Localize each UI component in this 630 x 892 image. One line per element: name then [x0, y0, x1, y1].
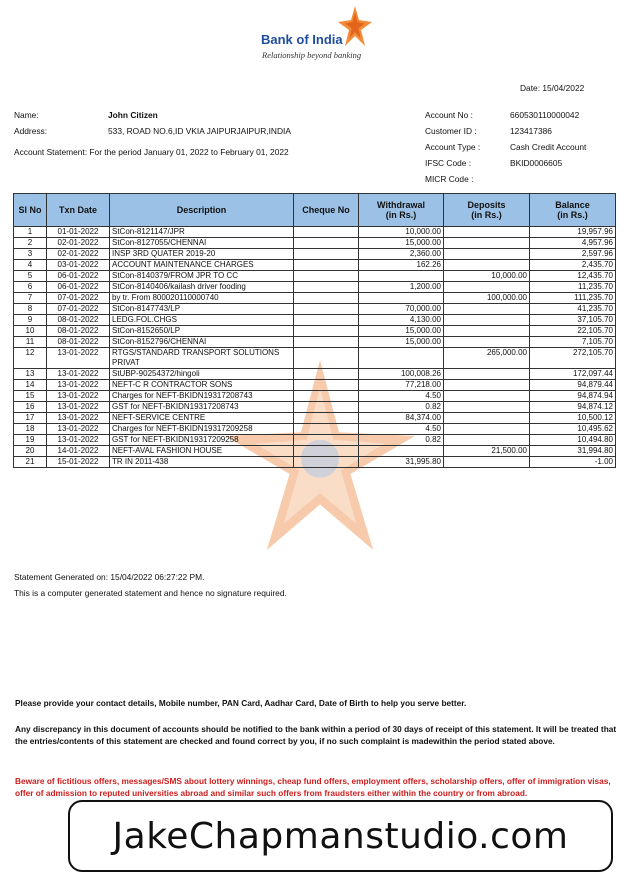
- computer-generated-note: This is a computer generated statement and hence no signature required.: [14, 588, 287, 598]
- cell-balance: 94,874.12: [530, 402, 616, 413]
- cell-cheque-no: [294, 227, 359, 238]
- cell-sl-no: 12: [14, 348, 47, 369]
- cell-sl-no: 18: [14, 424, 47, 435]
- cell-sl-no: 7: [14, 293, 47, 304]
- cell-txn-date: 13-01-2022: [47, 424, 110, 435]
- cell-deposits: [444, 369, 530, 380]
- cell-txn-date: 06-01-2022: [47, 282, 110, 293]
- cell-deposits: [444, 238, 530, 249]
- statement-date: Date: 15/04/2022: [520, 83, 585, 93]
- cell-description: StCon-8140406/kailash driver fooding: [110, 282, 294, 293]
- cell-sl-no: 17: [14, 413, 47, 424]
- table-row: [14, 348, 616, 369]
- table-row: [14, 293, 616, 304]
- account-type-label: Account Type :: [425, 142, 481, 152]
- transactions-table: [13, 193, 616, 468]
- cell-withdrawal: 70,000.00: [359, 304, 444, 315]
- cell-description: GST for NEFT-BKIDN19317209258: [110, 435, 294, 446]
- cell-description: LEDG.FOL.CHGS: [110, 315, 294, 326]
- cell-txn-date: 07-01-2022: [47, 304, 110, 315]
- cell-txn-date: 08-01-2022: [47, 337, 110, 348]
- cell-withdrawal: 31,995.80: [359, 457, 444, 468]
- cell-balance: 7,105.70: [530, 337, 616, 348]
- cell-cheque-no: [294, 293, 359, 304]
- cell-deposits: [444, 282, 530, 293]
- bank-tagline: Relationship beyond banking: [262, 50, 362, 60]
- cell-withdrawal: [359, 446, 444, 457]
- cell-txn-date: 13-01-2022: [47, 369, 110, 380]
- table-row: [14, 315, 616, 326]
- cell-txn-date: 13-01-2022: [47, 402, 110, 413]
- cell-deposits: [444, 435, 530, 446]
- cell-cheque-no: [294, 369, 359, 380]
- cell-txn-date: 07-01-2022: [47, 293, 110, 304]
- table-row: [14, 424, 616, 435]
- cell-withdrawal: 0.82: [359, 402, 444, 413]
- bank-name: Bank of India: [261, 32, 343, 47]
- cell-cheque-no: [294, 260, 359, 271]
- cell-sl-no: 5: [14, 271, 47, 282]
- micr-label: MICR Code :: [425, 174, 474, 184]
- cell-txn-date: 13-01-2022: [47, 348, 110, 369]
- header-sl-no: Sl No: [14, 194, 47, 227]
- cell-balance: 111,235.70: [530, 293, 616, 304]
- cell-cheque-no: [294, 315, 359, 326]
- cell-deposits: [444, 249, 530, 260]
- table-row: [14, 446, 616, 457]
- cell-withdrawal: 4.50: [359, 424, 444, 435]
- cell-description: INSP 3RD QUATER 2019-20: [110, 249, 294, 260]
- customer-address: 533, ROAD NO.6,ID VKIA JAIPURJAIPUR,INDIA: [108, 126, 291, 136]
- cell-txn-date: 13-01-2022: [47, 435, 110, 446]
- cell-description: RTGS/STANDARD TRANSPORT SOLUTIONS PRIVAT: [110, 348, 294, 369]
- table-row: [14, 249, 616, 260]
- cell-sl-no: 2: [14, 238, 47, 249]
- cell-cheque-no: [294, 337, 359, 348]
- cell-balance: 2,597.96: [530, 249, 616, 260]
- cell-deposits: [444, 391, 530, 402]
- cell-withdrawal: 1,200.00: [359, 282, 444, 293]
- bank-logo: [258, 6, 383, 66]
- table-row: [14, 271, 616, 282]
- table-row: [14, 304, 616, 315]
- cell-sl-no: 16: [14, 402, 47, 413]
- cell-txn-date: 15-01-2022: [47, 457, 110, 468]
- header-cheque-no: Cheque No: [294, 194, 359, 227]
- cell-description: StCon-8152796/CHENNAI: [110, 337, 294, 348]
- customer-id-label: Customer ID :: [425, 126, 477, 136]
- customer-id: 123417386: [510, 126, 552, 136]
- table-row: [14, 413, 616, 424]
- cell-cheque-no: [294, 282, 359, 293]
- cell-deposits: [444, 315, 530, 326]
- cell-deposits: 10,000.00: [444, 271, 530, 282]
- cell-sl-no: 19: [14, 435, 47, 446]
- star-logo-icon: [338, 6, 372, 46]
- cell-balance: 41,235.70: [530, 304, 616, 315]
- cell-txn-date: 01-01-2022: [47, 227, 110, 238]
- cell-withdrawal: 15,000.00: [359, 337, 444, 348]
- cell-txn-date: 03-01-2022: [47, 260, 110, 271]
- table-row: [14, 435, 616, 446]
- header-withdrawal: Withdrawal (in Rs.): [359, 194, 444, 227]
- cell-balance: 19,957.96: [530, 227, 616, 238]
- cell-description: Charges for NEFT-BKIDN19317209258: [110, 424, 294, 435]
- cell-withdrawal: 2,360.00: [359, 249, 444, 260]
- table-body: [14, 227, 616, 468]
- cell-balance: 172,097.44: [530, 369, 616, 380]
- cell-withdrawal: 100,008.26: [359, 369, 444, 380]
- cell-txn-date: 13-01-2022: [47, 391, 110, 402]
- cell-sl-no: 3: [14, 249, 47, 260]
- cell-sl-no: 13: [14, 369, 47, 380]
- header-deposits: Deposits (in Rs.): [444, 194, 530, 227]
- cell-withdrawal: 15,000.00: [359, 238, 444, 249]
- cell-balance: 10,500.12: [530, 413, 616, 424]
- cell-deposits: [444, 402, 530, 413]
- cell-withdrawal: 0.82: [359, 435, 444, 446]
- cell-deposits: [444, 337, 530, 348]
- cell-deposits: [444, 260, 530, 271]
- cell-balance: 2,435.70: [530, 260, 616, 271]
- cell-balance: 272,105.70: [530, 348, 616, 369]
- cell-withdrawal: 77,218.00: [359, 380, 444, 391]
- cell-txn-date: 02-01-2022: [47, 249, 110, 260]
- cell-cheque-no: [294, 348, 359, 369]
- cell-balance: 31,994.80: [530, 446, 616, 457]
- cell-withdrawal: [359, 348, 444, 369]
- cell-sl-no: 9: [14, 315, 47, 326]
- cell-balance: 10,495.62: [530, 424, 616, 435]
- generated-on: Statement Generated on: 15/04/2022 06:27:22 PM.: [14, 572, 205, 582]
- table-row: [14, 337, 616, 348]
- cell-withdrawal: 84,374.00: [359, 413, 444, 424]
- cell-sl-no: 11: [14, 337, 47, 348]
- cell-description: Charges for NEFT-BKIDN19317208743: [110, 391, 294, 402]
- contact-note: Please provide your contact details, Mobile number, PAN Card, Aadhar Card, Date of Birth to help you serve better.: [15, 698, 467, 708]
- cell-balance: 22,105.70: [530, 326, 616, 337]
- cell-balance: 37,105.70: [530, 315, 616, 326]
- cell-deposits: 21,500.00: [444, 446, 530, 457]
- ifsc-code: BKID0006605: [510, 158, 563, 168]
- account-number: 660530110000042: [510, 110, 580, 120]
- table-row: [14, 369, 616, 380]
- table-row: [14, 402, 616, 413]
- cell-balance: 94,879.44: [530, 380, 616, 391]
- cell-cheque-no: [294, 457, 359, 468]
- table-row: [14, 457, 616, 468]
- cell-sl-no: 4: [14, 260, 47, 271]
- cell-deposits: [444, 424, 530, 435]
- watermark-banner: JakeChapmanstudio.com: [68, 800, 613, 872]
- cell-sl-no: 1: [14, 227, 47, 238]
- cell-description: StCon-8127055/CHENNAI: [110, 238, 294, 249]
- cell-description: StCon-8140379/FROM JPR TO CC: [110, 271, 294, 282]
- table-row: [14, 227, 616, 238]
- cell-deposits: 265,000.00: [444, 348, 530, 369]
- cell-txn-date: 08-01-2022: [47, 326, 110, 337]
- header-balance: Balance (in Rs.): [530, 194, 616, 227]
- cell-cheque-no: [294, 304, 359, 315]
- table-row: [14, 326, 616, 337]
- cell-cheque-no: [294, 326, 359, 337]
- header-description: Description: [110, 194, 294, 227]
- cell-description: NEFT-AVAL FASHION HOUSE: [110, 446, 294, 457]
- cell-cheque-no: [294, 402, 359, 413]
- cell-description: by tr. From 800020110000740: [110, 293, 294, 304]
- discrepancy-note: Any discrepancy in this document of accounts should be notified to the bank within a period of 30 days of receipt of this statement. It will be treated that the entries/contents of this statement are checked and found correct by you, if no such complaint is madewithin the period stated above.: [15, 724, 617, 746]
- cell-txn-date: 13-01-2022: [47, 413, 110, 424]
- cell-deposits: 100,000.00: [444, 293, 530, 304]
- cell-cheque-no: [294, 413, 359, 424]
- cell-deposits: [444, 227, 530, 238]
- cell-cheque-no: [294, 380, 359, 391]
- cell-description: NEFT-C R CONTRACTOR SONS: [110, 380, 294, 391]
- table-row: [14, 260, 616, 271]
- cell-sl-no: 6: [14, 282, 47, 293]
- cell-cheque-no: [294, 424, 359, 435]
- table-row: [14, 282, 616, 293]
- cell-txn-date: 13-01-2022: [47, 380, 110, 391]
- statement-period: Account Statement: For the period January 01, 2022 to February 01, 2022: [14, 147, 289, 157]
- cell-cheque-no: [294, 391, 359, 402]
- cell-description: StUBP-90254372/hingoli: [110, 369, 294, 380]
- address-label: Address:: [14, 126, 48, 136]
- cell-deposits: [444, 326, 530, 337]
- cell-balance: 94,874.94: [530, 391, 616, 402]
- cell-description: StCon-8147743/LP: [110, 304, 294, 315]
- cell-withdrawal: 10,000.00: [359, 227, 444, 238]
- cell-cheque-no: [294, 446, 359, 457]
- cell-withdrawal: 4.50: [359, 391, 444, 402]
- cell-deposits: [444, 413, 530, 424]
- table-row: [14, 391, 616, 402]
- header-txn-date: Txn Date: [47, 194, 110, 227]
- fraud-warning: Beware of fictitious offers, messages/SMS about lottery winnings, cheap fund offers, employment offers, scholarship offers, offer of immigration visas, offer of admission to reputed universities abroad and similar such offers from fraudsters either within the country or from abroad.: [15, 776, 611, 798]
- cell-cheque-no: [294, 249, 359, 260]
- cell-balance: 11,235.70: [530, 282, 616, 293]
- cell-description: StCon-8152650/LP: [110, 326, 294, 337]
- cell-cheque-no: [294, 435, 359, 446]
- account-number-label: Account No :: [425, 110, 473, 120]
- cell-txn-date: 02-01-2022: [47, 238, 110, 249]
- cell-description: StCon-8121147/JPR: [110, 227, 294, 238]
- table-header-row: [14, 194, 616, 227]
- cell-withdrawal: [359, 293, 444, 304]
- cell-description: GST for NEFT-BKIDN19317208743: [110, 402, 294, 413]
- cell-balance: 12,435.70: [530, 271, 616, 282]
- cell-sl-no: 15: [14, 391, 47, 402]
- cell-balance: 4,957.96: [530, 238, 616, 249]
- cell-withdrawal: 162.26: [359, 260, 444, 271]
- cell-sl-no: 8: [14, 304, 47, 315]
- ifsc-label: IFSC Code :: [425, 158, 472, 168]
- table-row: [14, 238, 616, 249]
- cell-deposits: [444, 457, 530, 468]
- cell-withdrawal: 4,130.00: [359, 315, 444, 326]
- cell-description: ACCOUNT MAINTENANCE CHARGES: [110, 260, 294, 271]
- cell-sl-no: 14: [14, 380, 47, 391]
- cell-txn-date: 14-01-2022: [47, 446, 110, 457]
- cell-txn-date: 08-01-2022: [47, 315, 110, 326]
- cell-txn-date: 06-01-2022: [47, 271, 110, 282]
- cell-sl-no: 21: [14, 457, 47, 468]
- cell-deposits: [444, 380, 530, 391]
- cell-sl-no: 20: [14, 446, 47, 457]
- cell-description: NEFT-SERVICE CENTRE: [110, 413, 294, 424]
- cell-deposits: [444, 304, 530, 315]
- cell-balance: -1.00: [530, 457, 616, 468]
- cell-cheque-no: [294, 238, 359, 249]
- cell-withdrawal: 15,000.00: [359, 326, 444, 337]
- cell-balance: 10,494.80: [530, 435, 616, 446]
- table-row: [14, 380, 616, 391]
- customer-name: John Citizen: [108, 110, 158, 120]
- cell-description: TR IN 2011-438: [110, 457, 294, 468]
- account-type: Cash Credit Account: [510, 142, 587, 152]
- name-label: Name:: [14, 110, 39, 120]
- cell-cheque-no: [294, 271, 359, 282]
- cell-sl-no: 10: [14, 326, 47, 337]
- cell-withdrawal: [359, 271, 444, 282]
